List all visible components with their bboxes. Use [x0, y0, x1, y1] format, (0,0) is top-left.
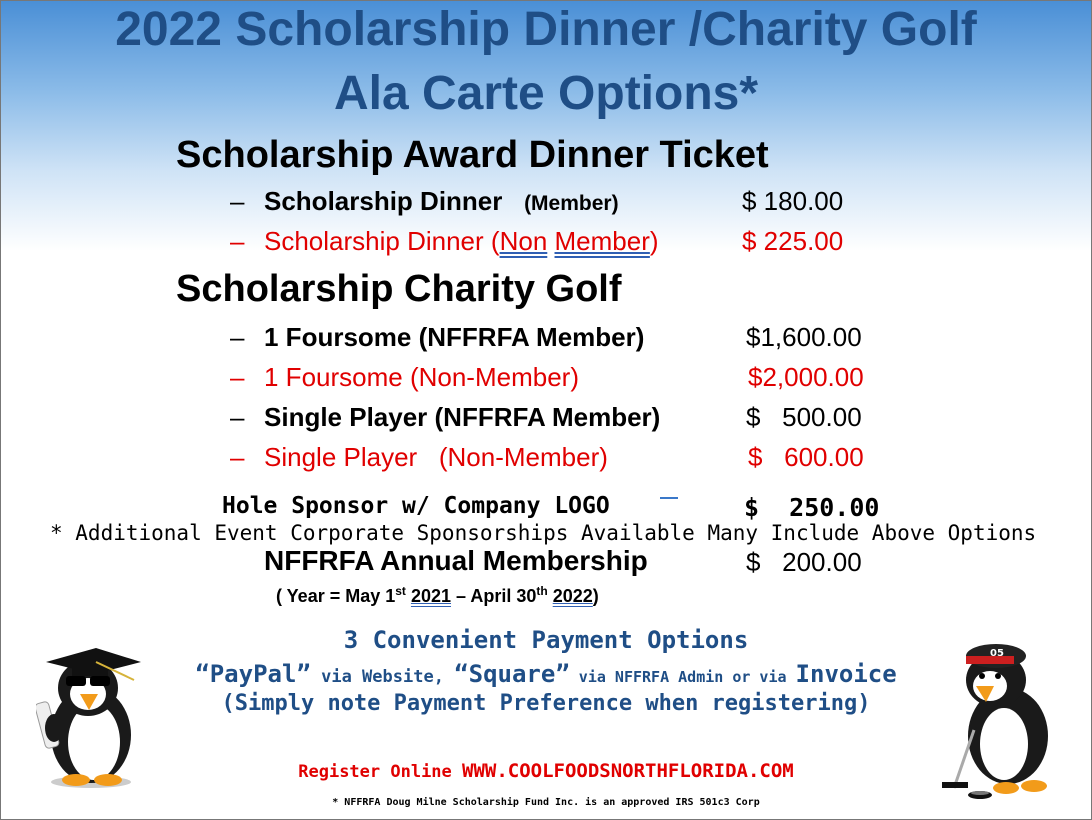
dinner-nonmember-qualifier: (Non Member)	[490, 226, 659, 256]
golf-single-nonmember: Single Player (Non-Member)	[264, 442, 608, 472]
register-url-link[interactable]: WWW.COOLFOODSNORTHFLORIDA.COM	[462, 760, 794, 782]
golf-foursome-nonmember: 1 Foursome (Non-Member)	[264, 362, 579, 392]
title-line-2: Ala Carte Options*	[333, 67, 759, 120]
dinner-nonmember-dash: –	[230, 226, 245, 256]
payment-methods: “PayPal” via Website, “Square” via NFFRFA Admin or via Invoice	[195, 660, 897, 688]
golf-item-dash: –	[230, 402, 245, 432]
payment-note: (Simply note Payment Preference when registering)	[221, 691, 871, 716]
register-line: Register Online WWW.COOLFOODSNORTHFLORIDA.COM	[298, 760, 794, 782]
golf-single-member: Single Player (NFFRFA Member)	[264, 402, 661, 432]
membership-label: NFFRFA Annual Membership	[264, 545, 648, 576]
membership-year: ( Year = May 1st 2021 – April 30th 2022)	[276, 584, 599, 606]
dinner-member-dash: –	[230, 186, 245, 216]
dinner-member-name: Scholarship Dinner	[264, 186, 503, 216]
paypal-label: “PayPal”	[195, 660, 311, 688]
hole-sponsor-label: Hole Sponsor w/ Company LOGO	[222, 493, 610, 519]
dinner-heading: Scholarship Award Dinner Ticket	[176, 134, 769, 176]
golf-item-dash: –	[230, 362, 245, 392]
square-label: “Square”	[454, 660, 570, 688]
golf-heading: Scholarship Charity Golf	[176, 268, 622, 310]
dinner-nonmember-row	[264, 226, 659, 257]
dinner-member-row	[264, 186, 619, 217]
hole-sponsor-price: $ 250.00	[744, 493, 880, 522]
membership-price: $ 200.00	[746, 547, 862, 577]
golf-foursome-member-price: $1,600.00	[746, 322, 862, 352]
sponsorship-note: * Additional Event Corporate Sponsorships Available Many Include Above Options	[50, 521, 1037, 545]
golf-item-dash: –	[230, 322, 245, 352]
footnote: * NFFRFA Doug Milne Scholarship Fund Inc. is an approved IRS 501c3 Corp	[332, 797, 760, 808]
golf-single-member-price: $ 500.00	[746, 402, 862, 432]
payment-heading: 3 Convenient Payment Options	[343, 626, 749, 654]
dinner-nonmember-price: $ 225.00	[742, 226, 844, 256]
cap-text: 05	[990, 648, 1004, 659]
invoice-label: Invoice	[795, 660, 897, 688]
golfer-penguin-icon	[936, 640, 1066, 800]
graduate-penguin-icon	[36, 640, 146, 790]
golf-foursome-nonmember-price: $2,000.00	[748, 362, 864, 392]
dinner-nonmember-name: Scholarship Dinner	[264, 226, 484, 256]
title-line-1: 2022 Scholarship Dinner /Charity Golf	[115, 3, 977, 56]
golf-single-nonmember-price: $ 600.00	[748, 442, 864, 472]
golf-foursome-member: 1 Foursome (NFFRFA Member)	[264, 322, 645, 352]
dinner-member-price: $ 180.00	[742, 186, 844, 216]
golf-item-dash: –	[230, 442, 245, 472]
link-marker-line	[660, 497, 678, 499]
dinner-member-qualifier: (Member)	[524, 192, 619, 215]
